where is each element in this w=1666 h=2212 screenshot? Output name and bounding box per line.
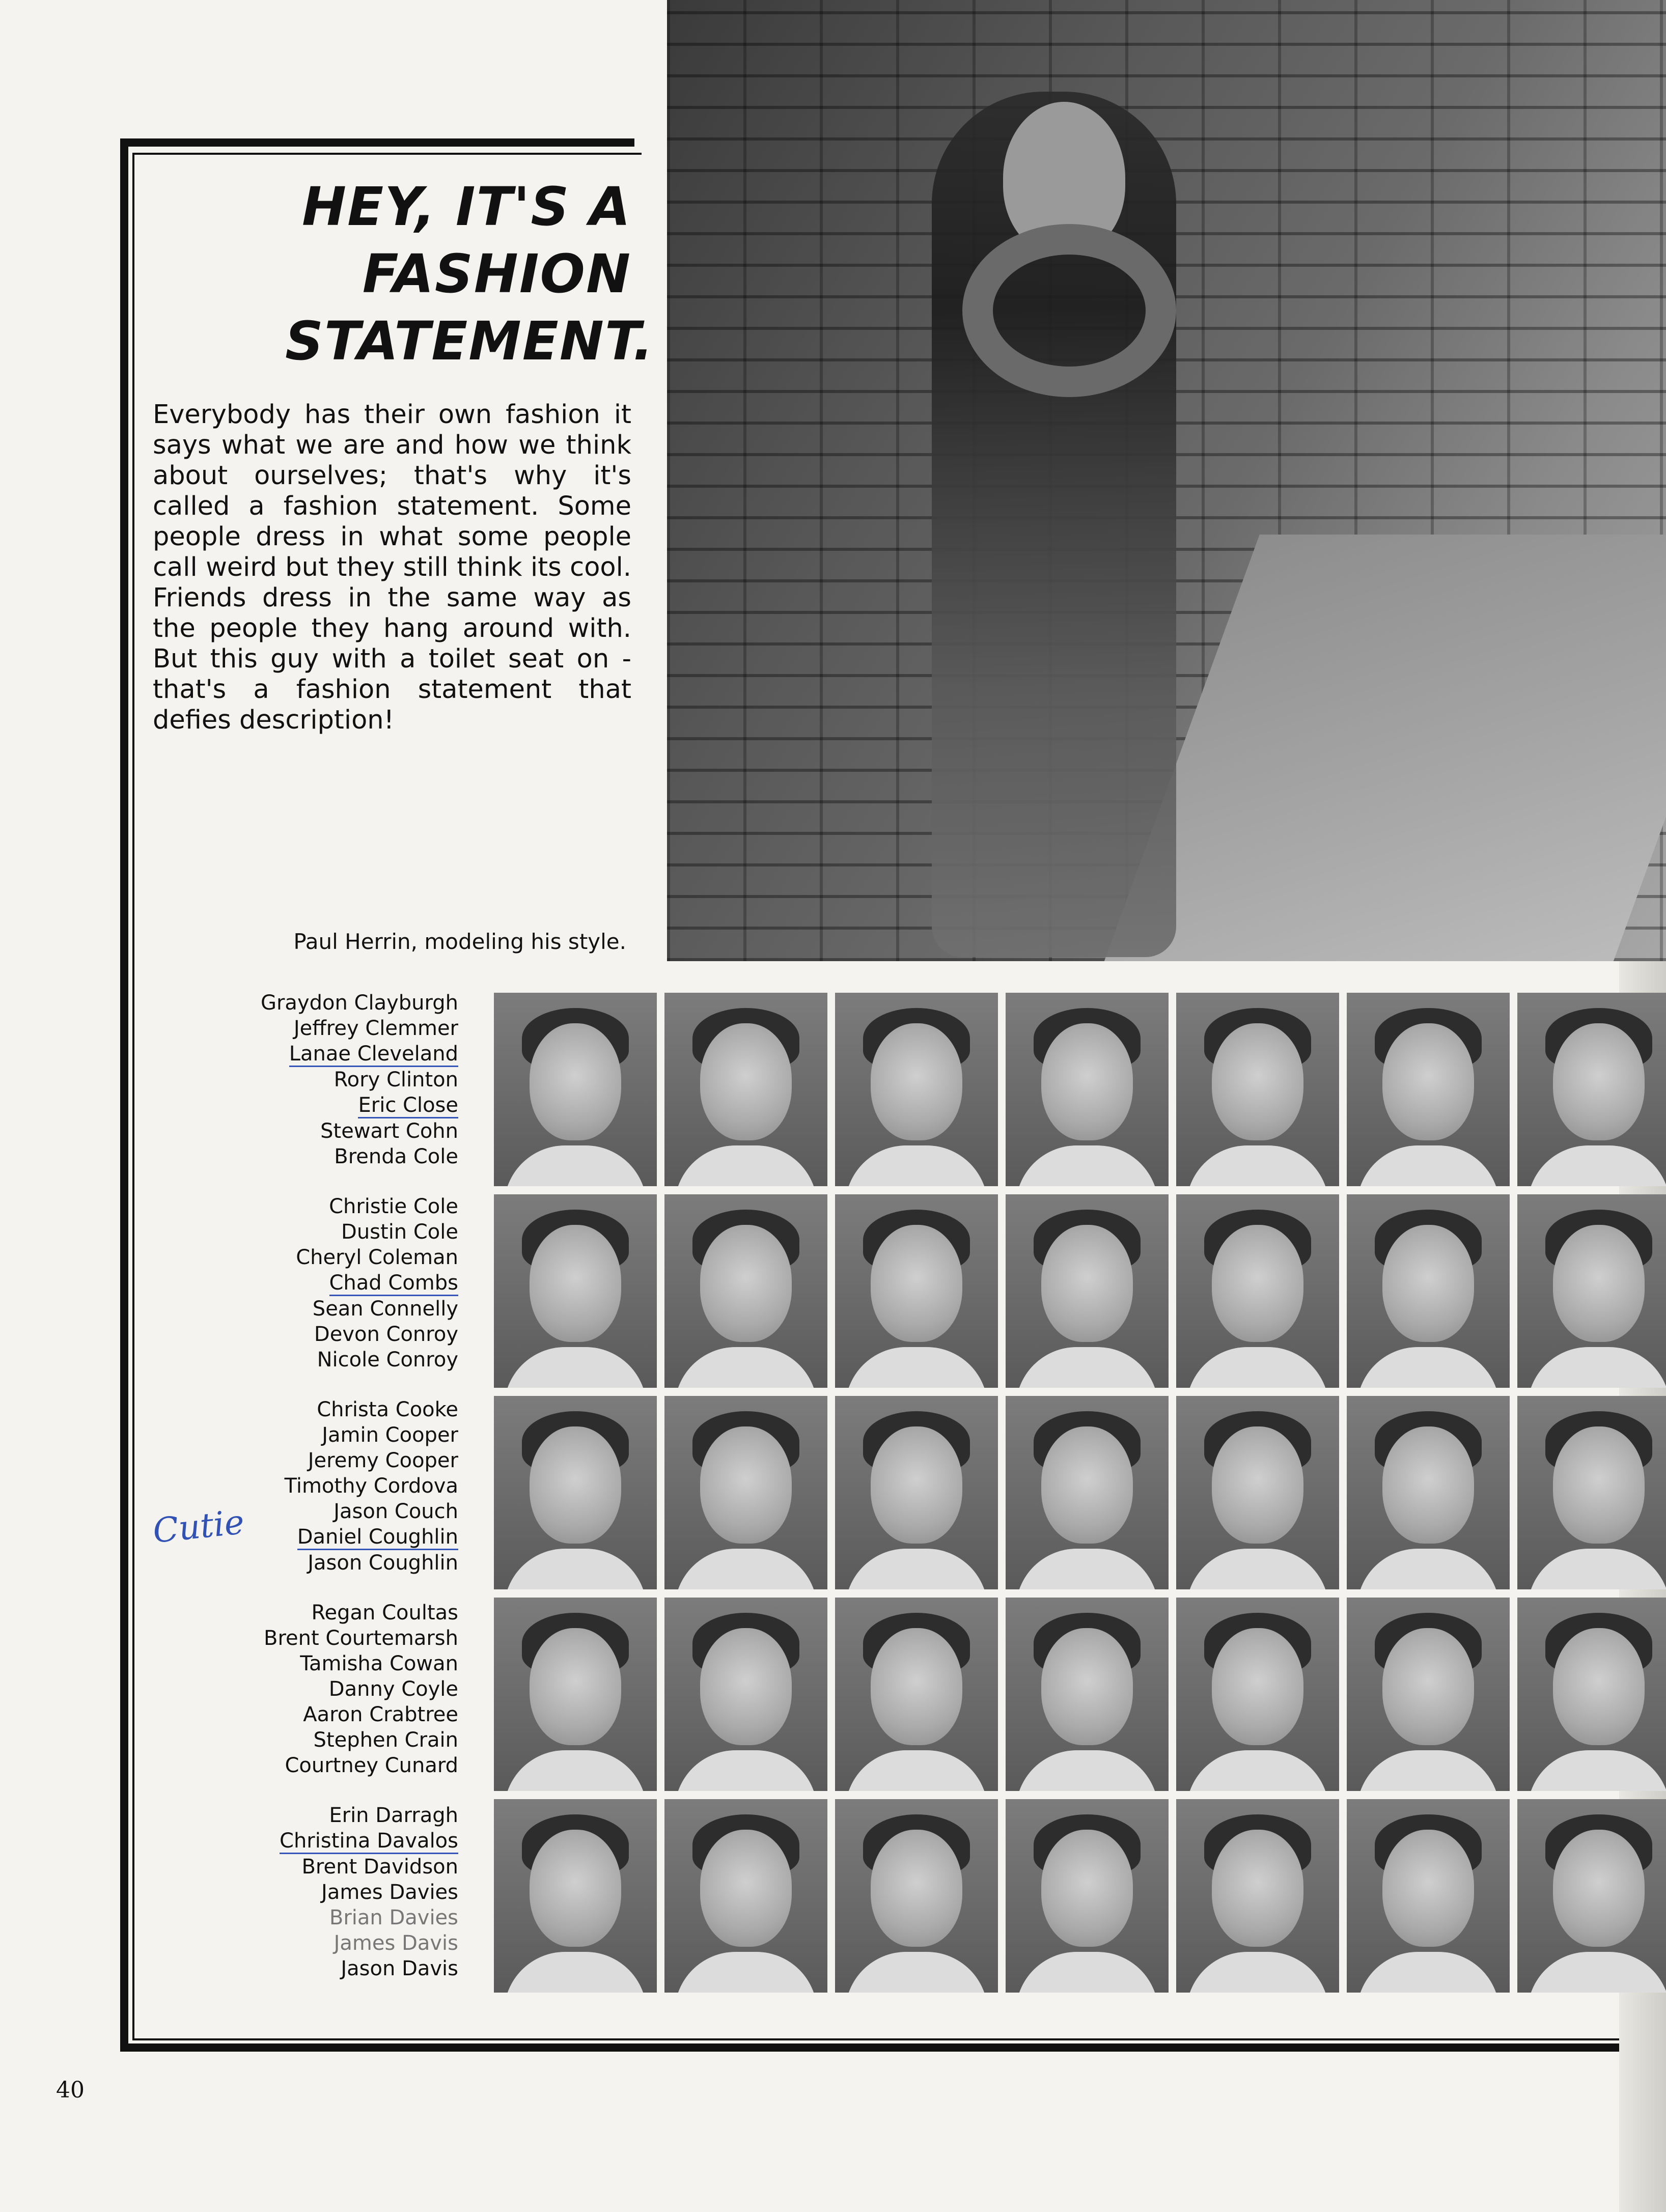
- portrait-shirt: [1186, 1750, 1329, 1791]
- student-portrait: [1176, 1799, 1339, 1993]
- student-name: Rory Clinton: [334, 1068, 458, 1091]
- portrait-face: [1212, 1225, 1303, 1342]
- student-name: Jason Coughlin: [308, 1551, 458, 1575]
- name-group: [153, 1194, 458, 1373]
- student-portrait: [1006, 993, 1169, 1186]
- portrait-face: [700, 1225, 792, 1342]
- name-group: [153, 1600, 458, 1778]
- frame-left-edge: [120, 138, 128, 963]
- body-text: Everybody has their own fashion it says what we are and how we think about ourselves; that's why it's called a fashion statement. Some people dress in what some people call weird but they still think its cool. Friends dress in the same way as the people they hang around with. But this guy with a toilet seat on - that's a fashion statement that defies description!: [153, 400, 631, 735]
- page-title: [285, 173, 654, 375]
- student-name: Christina Davalos: [280, 1829, 458, 1854]
- name-group: [153, 1803, 458, 1981]
- title-line-1: HEY, IT'S A: [302, 176, 631, 238]
- student-portrait: [1347, 1598, 1510, 1791]
- student-portrait: [1517, 1598, 1666, 1791]
- portrait-shirt: [1528, 1145, 1666, 1186]
- portrait-shirt: [1016, 1952, 1158, 1993]
- student-portrait: [1347, 1799, 1510, 1993]
- portrait-face: [871, 1628, 962, 1745]
- portrait-shirt: [845, 1145, 988, 1186]
- student-name: James Davies: [321, 1881, 458, 1904]
- student-portrait: [494, 993, 657, 1186]
- portrait-shirt: [675, 1952, 817, 1993]
- portrait-shirt: [1016, 1347, 1158, 1388]
- title-line-3: STATEMENT.: [285, 310, 654, 372]
- student-portrait: [1517, 1396, 1666, 1589]
- student-name: Jeffrey Clemmer: [293, 1017, 458, 1040]
- student-name: Cheryl Coleman: [296, 1246, 458, 1269]
- student-portrait: [664, 1799, 827, 1993]
- portrait-shirt: [1186, 1347, 1329, 1388]
- portrait-face: [1382, 1426, 1474, 1544]
- student-name: Regan Coultas: [311, 1601, 458, 1625]
- frame-inner-left: [132, 961, 134, 2040]
- student-portrait: [664, 993, 827, 1186]
- student-name: Stephen Crain: [313, 1728, 458, 1752]
- handwritten-note: Cutie: [151, 1502, 246, 1551]
- student-portrait: [494, 1598, 657, 1791]
- title-line-2: FASHION: [362, 243, 631, 305]
- portrait-face: [1041, 1830, 1133, 1947]
- frame-inner-bottom: [132, 2038, 1619, 2040]
- portrait-shirt: [1357, 1750, 1500, 1791]
- portrait-face: [1041, 1225, 1133, 1342]
- student-portrait: [1006, 1799, 1169, 1993]
- student-name: Erin Darragh: [329, 1804, 458, 1827]
- portrait-shirt: [845, 1347, 988, 1388]
- portrait-face: [1382, 1830, 1474, 1947]
- portrait-shirt: [1186, 1145, 1329, 1186]
- student-portrait: [1347, 993, 1510, 1186]
- portrait-face: [700, 1426, 792, 1544]
- student-name: Brent Davidson: [301, 1855, 458, 1879]
- portrait-shirt: [504, 1549, 647, 1589]
- student-name: Graydon Clayburgh: [260, 991, 458, 1015]
- portrait-shirt: [675, 1549, 817, 1589]
- portrait-face: [530, 1023, 621, 1140]
- portrait-face: [871, 1023, 962, 1140]
- portrait-grid: [494, 993, 1665, 2011]
- portrait-shirt: [504, 1952, 647, 1993]
- portrait-face: [1553, 1426, 1645, 1544]
- walkway: [1093, 535, 1666, 961]
- photo-caption: Paul Herrin, modeling his style.: [293, 929, 626, 954]
- portrait-face: [1212, 1830, 1303, 1947]
- portrait-face: [871, 1830, 962, 1947]
- student-name: Nicole Conroy: [317, 1348, 458, 1371]
- student-name: Jason Couch: [334, 1500, 458, 1523]
- student-name: Christa Cooke: [317, 1398, 458, 1421]
- student-portrait: [1347, 1194, 1510, 1388]
- portrait-face: [1212, 1426, 1303, 1544]
- portrait-face: [530, 1830, 621, 1947]
- student-name: Sean Connelly: [312, 1297, 458, 1321]
- portrait-face: [1041, 1023, 1133, 1140]
- page-number: 40: [56, 2077, 85, 2103]
- portrait-shirt: [1016, 1549, 1158, 1589]
- portrait-face: [1041, 1426, 1133, 1544]
- portrait-face: [1212, 1628, 1303, 1745]
- student-portrait: [1517, 993, 1666, 1186]
- student-portrait: [1517, 1799, 1666, 1993]
- student-name: James Davis: [334, 1931, 458, 1955]
- student-name: Courtney Cunard: [285, 1754, 458, 1777]
- student-name: Devon Conroy: [314, 1323, 458, 1346]
- student-name: Timothy Cordova: [284, 1474, 458, 1498]
- portrait-shirt: [504, 1145, 647, 1186]
- name-group: [153, 1397, 458, 1576]
- portrait-face: [1382, 1023, 1474, 1140]
- frame-top-bar: [120, 138, 634, 147]
- toilet-seat: [962, 224, 1176, 397]
- student-name: Tamisha Cowan: [300, 1652, 458, 1675]
- student-name: Lanae Cleveland: [289, 1042, 458, 1067]
- portrait-face: [1553, 1628, 1645, 1745]
- names-column: [153, 990, 458, 2006]
- portrait-shirt: [845, 1750, 988, 1791]
- portrait-face: [700, 1830, 792, 1947]
- student-portrait: [1176, 1396, 1339, 1589]
- portrait-face: [530, 1628, 621, 1745]
- student-portrait: [1006, 1194, 1169, 1388]
- portrait-shirt: [1357, 1549, 1500, 1589]
- portrait-face: [871, 1225, 962, 1342]
- portrait-face: [1041, 1628, 1133, 1745]
- portrait-face: [1553, 1225, 1645, 1342]
- student-name: Jason Davis: [341, 1957, 458, 1980]
- student-name: Dustin Cole: [341, 1220, 458, 1244]
- student-portrait: [1006, 1396, 1169, 1589]
- portrait-face: [700, 1628, 792, 1745]
- portrait-shirt: [675, 1347, 817, 1388]
- portrait-shirt: [1357, 1145, 1500, 1186]
- student-portrait: [835, 1194, 998, 1388]
- student-name: Brent Courtemarsh: [264, 1627, 458, 1650]
- student-portrait: [494, 1799, 657, 1993]
- student-portrait: [1176, 1194, 1339, 1388]
- student-name: Stewart Cohn: [320, 1119, 458, 1143]
- student-name: Aaron Crabtree: [303, 1703, 458, 1726]
- student-portrait: [664, 1598, 827, 1791]
- student-name: Christie Cole: [329, 1195, 458, 1218]
- portrait-shirt: [1528, 1549, 1666, 1589]
- student-name: Chad Combs: [329, 1271, 459, 1296]
- student-portrait: [835, 1799, 998, 1993]
- student-portrait: [664, 1396, 827, 1589]
- portrait-face: [530, 1426, 621, 1544]
- portrait-shirt: [504, 1347, 647, 1388]
- portrait-shirt: [675, 1145, 817, 1186]
- portrait-shirt: [1016, 1145, 1158, 1186]
- portrait-face: [1382, 1225, 1474, 1342]
- portrait-shirt: [1016, 1750, 1158, 1791]
- portrait-face: [700, 1023, 792, 1140]
- name-group: [153, 990, 458, 1169]
- portrait-face: [1212, 1023, 1303, 1140]
- student-portrait: [494, 1194, 657, 1388]
- student-name: Brenda Cole: [334, 1145, 458, 1168]
- portrait-shirt: [845, 1549, 988, 1589]
- portrait-shirt: [675, 1750, 817, 1791]
- portrait-face: [1553, 1830, 1645, 1947]
- portrait-shirt: [1186, 1952, 1329, 1993]
- portrait-shirt: [504, 1750, 647, 1791]
- student-name: Brian Davies: [329, 1906, 458, 1929]
- student-portrait: [835, 1396, 998, 1589]
- portrait-shirt: [845, 1952, 988, 1993]
- portrait-face: [871, 1426, 962, 1544]
- portrait-shirt: [1186, 1549, 1329, 1589]
- student-portrait: [1347, 1396, 1510, 1589]
- portrait-face: [1553, 1023, 1645, 1140]
- portrait-shirt: [1528, 1952, 1666, 1993]
- student-portrait: [1006, 1598, 1169, 1791]
- portrait-face: [530, 1225, 621, 1342]
- student-name: Danny Coyle: [328, 1677, 458, 1701]
- student-portrait: [835, 993, 998, 1186]
- student-name: Daniel Coughlin: [297, 1525, 458, 1550]
- student-name: Jeremy Cooper: [308, 1449, 458, 1472]
- portrait-shirt: [1357, 1347, 1500, 1388]
- student-name: Eric Close: [358, 1094, 458, 1118]
- student-portrait: [1176, 1598, 1339, 1791]
- student-portrait: [1176, 993, 1339, 1186]
- portrait-face: [1382, 1628, 1474, 1745]
- portrait-shirt: [1528, 1347, 1666, 1388]
- student-portrait: [835, 1598, 998, 1791]
- student-name: Jamin Cooper: [322, 1423, 458, 1447]
- portrait-shirt: [1528, 1750, 1666, 1791]
- feature-photo: [667, 0, 1666, 961]
- student-portrait: [1517, 1194, 1666, 1388]
- student-portrait: [664, 1194, 827, 1388]
- student-portrait: [494, 1396, 657, 1589]
- portrait-shirt: [1357, 1952, 1500, 1993]
